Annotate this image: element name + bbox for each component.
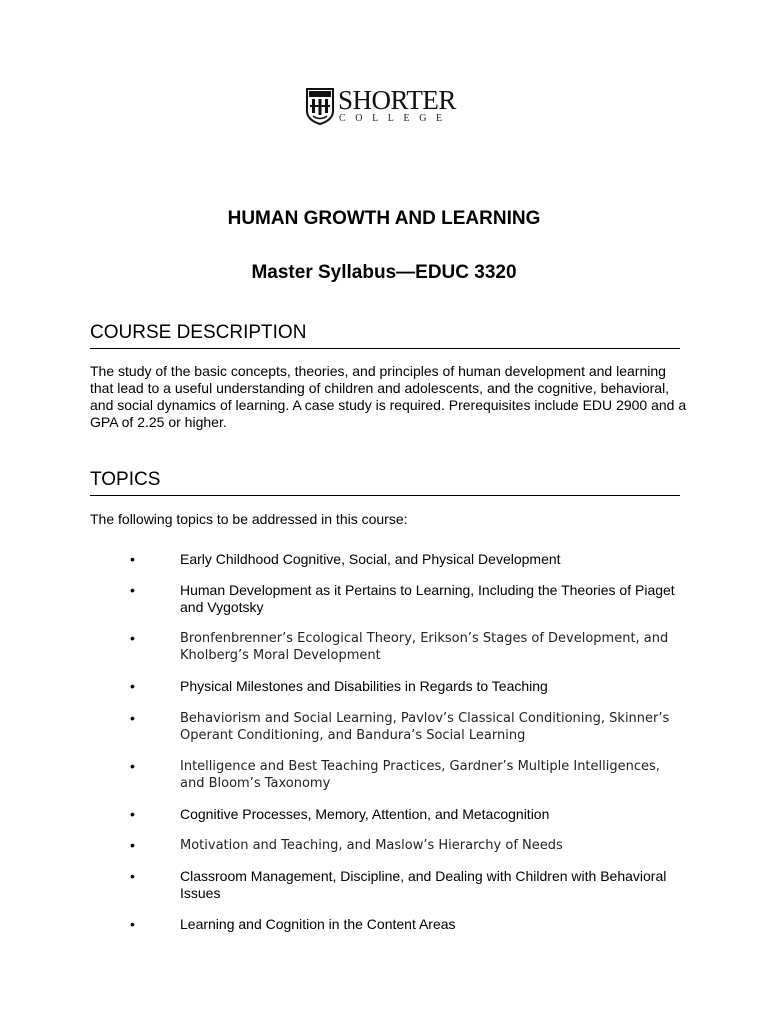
topics-heading: TOPICS: [90, 469, 680, 496]
topic-text: Physical Milestones and Disabilities in Regards to Teaching: [180, 678, 548, 694]
college-logo: [305, 87, 456, 127]
list-item: [130, 710, 690, 744]
wordmark-name: SHORTER: [338, 85, 456, 115]
bullet-icon: •: [130, 710, 135, 726]
bullet-icon: •: [130, 678, 135, 694]
topic-text: Early Childhood Cognitive, Social, and Physical Development: [180, 551, 561, 567]
bullet-icon: •: [130, 868, 135, 884]
list-item: [130, 806, 690, 823]
list-item: [130, 916, 690, 933]
topic-text: Motivation and Teaching, and Maslow’s Hierarchy of Needs: [180, 838, 563, 853]
syllabus-subtitle: Master Syllabus—EDUC 3320: [251, 262, 517, 283]
bullet-icon: •: [130, 582, 135, 598]
list-item: [130, 868, 690, 902]
bullet-icon: •: [130, 630, 135, 646]
bullet-icon: •: [130, 551, 135, 567]
course-description-heading: COURSE DESCRIPTION: [90, 322, 680, 349]
topic-text: Intelligence and Best Teaching Practices, Gardner’s Multiple Intelligences, and Bloom’s Taxonomy: [180, 759, 660, 791]
list-item: [130, 837, 690, 854]
wordmark-subtitle: COLLEGE: [339, 113, 452, 124]
bullet-icon: •: [130, 806, 135, 822]
topic-text: Human Development as it Pertains to Learning, Including the Theories of Piaget and Vygotsky: [180, 582, 675, 615]
topic-text: Cognitive Processes, Memory, Attention, and Metacognition: [180, 806, 550, 822]
topic-text: Classroom Management, Discipline, and Dealing with Children with Behavioral Issues: [180, 868, 667, 901]
list-item: [130, 758, 690, 792]
topic-text: Learning and Cognition in the Content Areas: [180, 916, 456, 932]
bullet-icon: •: [130, 916, 135, 932]
course-title: HUMAN GROWTH AND LEARNING: [227, 208, 541, 229]
course-description-text: The study of the basic concepts, theories, and principles of human development and learning that lead to a useful understanding of children and adolescents, and the cognitive, behavioral, and social dynamics of learning. A case study is required. Prerequisites include EDU 2900 and a GPA of 2.25 or higher.: [90, 363, 687, 430]
list-item: [130, 678, 690, 695]
topic-text: Bronfenbrenner’s Ecological Theory, Erikson’s Stages of Development, and Kholberg’s Moral Development: [180, 631, 669, 663]
college-wordmark: [338, 87, 456, 124]
list-item: [130, 582, 690, 616]
list-item: [130, 630, 690, 664]
bullet-icon: •: [130, 758, 135, 774]
bullet-icon: •: [130, 837, 135, 853]
topics-intro: The following topics to be addressed in this course:: [90, 511, 408, 527]
topic-text: Behaviorism and Social Learning, Pavlov’s Classical Conditioning, Skinner’s Operant Conditioning, and Bandura’s Social Learning: [180, 711, 670, 743]
college-seal-icon: [305, 87, 335, 125]
list-item: [130, 551, 690, 568]
